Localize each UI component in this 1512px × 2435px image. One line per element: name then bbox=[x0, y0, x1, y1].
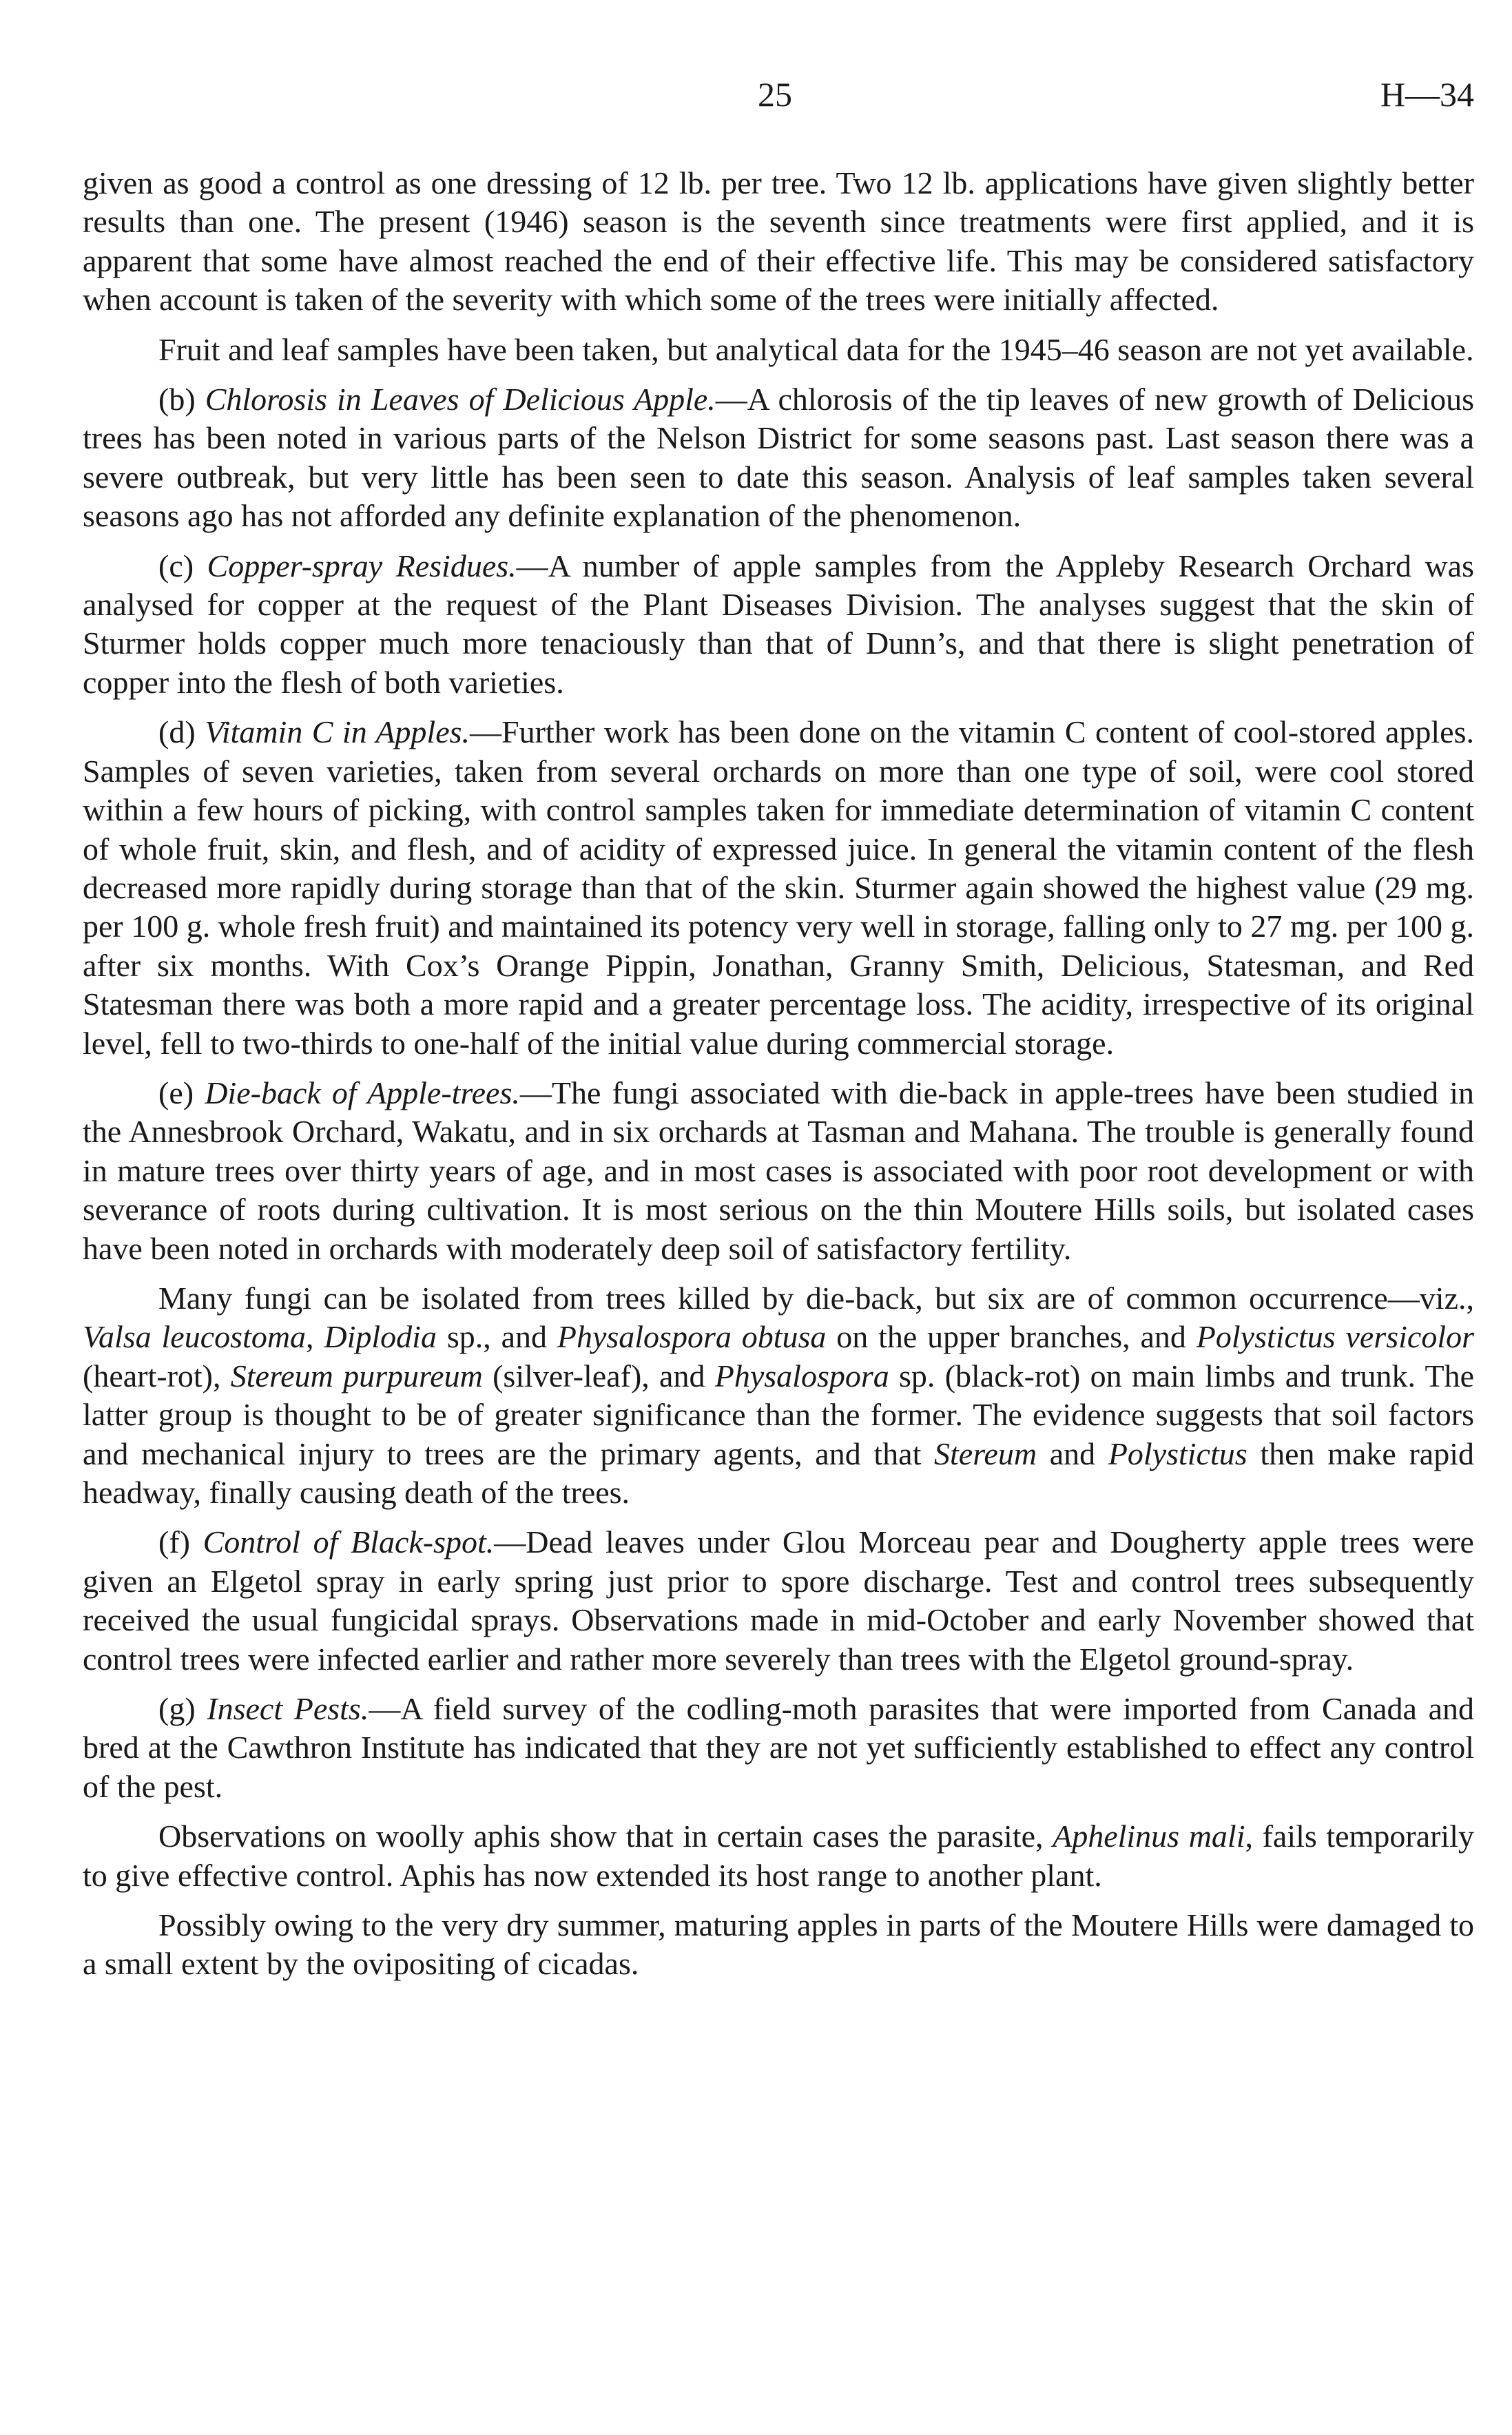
document-code: H—34 bbox=[1380, 75, 1474, 114]
species-name: Diplodia bbox=[324, 1319, 437, 1355]
species-name: Polystictus bbox=[1108, 1436, 1247, 1471]
species-name: Stereum bbox=[934, 1436, 1037, 1471]
paragraph-black-spot: (f) Control of Black-spot.—Dead leaves under Glou Morceau pear and Dougherty apple trees were given an Elgetol spray in early spring just prior to spore discharge. Test and control trees subsequently received the usual fungicidal sprays. Observations made in mid-October and early November showed that control trees were infected earlier and rather more severely than trees with the Elgetol ground-spray. bbox=[83, 1524, 1474, 1677]
paragraph-cicadas: Possibly owing to the very dry summer, maturing apples in parts of the Moutere Hills were damaged to a small extent by the ovipositing of cicadas. bbox=[83, 1907, 1474, 1982]
paragraph-chlorosis: (b) Chlorosis in Leaves of Delicious Apple.—A chlorosis of the tip leaves of new growth of Delicious trees has been noted in various parts of the Nelson District for some seasons past. Last season there was a severe outbreak, but very little has been seen to date this season. Analysis of leaf samples taken several seasons ago has not afforded any definite explanation of the phenomenon. bbox=[83, 382, 1475, 534]
species-name: Physalospora obtusa bbox=[557, 1319, 827, 1355]
species-name: Aphelinus mali bbox=[1053, 1819, 1245, 1854]
paragraph-fruit-leaf-samples: Fruit and leaf samples have been taken, but analytical data for the 1945–46 season are not yet available. bbox=[158, 331, 1474, 367]
species-name: Valsa leucostoma bbox=[83, 1319, 307, 1355]
body-text bbox=[83, 164, 1474, 1984]
section-heading-copper-spray: Copper-spray Residues. bbox=[207, 548, 517, 583]
paragraph-fungi: Many fungi can be isolated from trees killed by die-back, but six are of common occurrence—viz., Valsa leucostoma, Diplodia sp., and Physalospora obtusa on the upper branches, and Polystictus versicolor (heart-rot), Stereum purpureum (silver-leaf), and Physalospora sp. (black-rot) on main limbs and trunk. The latter group is thought to be of greater significance than the former. The evidence suggests that soil factors and mechanical injury to trees are the primary agents, and that Stereum and Polystictus then make rapid headway, finally causing death of the trees. bbox=[83, 1280, 1475, 1510]
paragraph-woolly-aphis: Observations on woolly aphis show that in certain cases the parasite, Aphelinus mali, fails temporarily to give effective control. Aphis has now extended its host range to another plant. bbox=[83, 1819, 1474, 1893]
paragraph-vitamin-c: (d) Vitamin C in Apples.—Further work has been done on the vitamin C content of cool-stored apples. Samples of seven varieties, taken from several orchards on more than one type of soil, were cool stored within a few hours of picking, with control samples taken for immediate determination of vitamin C content of whole fruit, skin, and flesh, and of acidity of expressed juice. In general the vitamin content of the flesh decreased more rapidly during storage than that of the skin. Sturmer again showed the highest value (29 mg. per 100 g. whole fresh fruit) and maintained its potency very well in storage, falling only to 27 mg. per 100 g. after six months. With Cox’s Orange Pippin, Jonathan, Granny Smith, Delicious, Statesman, and Red Statesman there was both a more rapid and a greater percentage loss. The acidity, irrespective of its original level, fell to two-thirds to one-half of the initial value during commercial storage. bbox=[83, 714, 1474, 1061]
paragraph-copper-spray: (c) Copper-spray Residues.—A number of apple samples from the Appleby Research Orchard was analysed for copper at the request of the Plant Diseases Division. The analyses suggest that the skin of Sturmer holds copper much more tenaciously than that of Dunn’s, and that there is slight penetration of copper into the flesh of both varieties. bbox=[83, 548, 1474, 700]
paragraph-lime-treatment-continued: given as good a control as one dressing of 12 lb. per tree. Two 12 lb. applications have given slightly better results than one. The present (1946) season is the seventh since treatments were first applied, and it is apparent that some have almost reached the end of their effective life. This may be considered satisfactory when account is taken of the severity with which some of the trees were initially affected. bbox=[83, 165, 1474, 318]
paragraph-die-back: (e) Die-back of Apple-trees.—The fungi associated with die-back in apple-trees have been studied in the Annesbrook Orchard, Wakatu, and in six orchards at Tasman and Mahana. The trouble is generally found in mature trees over thirty years of age, and in most cases is associated with poor root development or with severance of roots during cultivation. It is most serious on the thin Moutere Hills soils, but isolated cases have been noted in orchards with moderately deep soil of satisfactory fertility. bbox=[83, 1075, 1474, 1266]
page-number: 25 bbox=[758, 75, 792, 114]
section-heading-chlorosis: Chlorosis in Leaves of Delicious Apple. bbox=[205, 382, 716, 417]
section-heading-vitamin-c: Vitamin C in Apples. bbox=[205, 714, 470, 750]
section-heading-insect-pests: Insect Pests. bbox=[207, 1691, 369, 1727]
species-name: Polystictus versicolor bbox=[1196, 1319, 1475, 1355]
species-name: Stereum purpureum bbox=[230, 1358, 483, 1393]
section-heading-black-spot: Control of Black-spot. bbox=[203, 1524, 495, 1560]
paragraph-insect-pests: (g) Insect Pests.—A field survey of the codling-moth parasites that were imported from Canada and bred at the Cawthron Institute has indicated that they are not yet sufficiently established to effect any control of the pest. bbox=[83, 1691, 1474, 1804]
page-header bbox=[83, 74, 1474, 129]
section-heading-die-back: Die-back of Apple-trees. bbox=[205, 1075, 520, 1110]
species-name: Physalospora bbox=[714, 1358, 889, 1393]
